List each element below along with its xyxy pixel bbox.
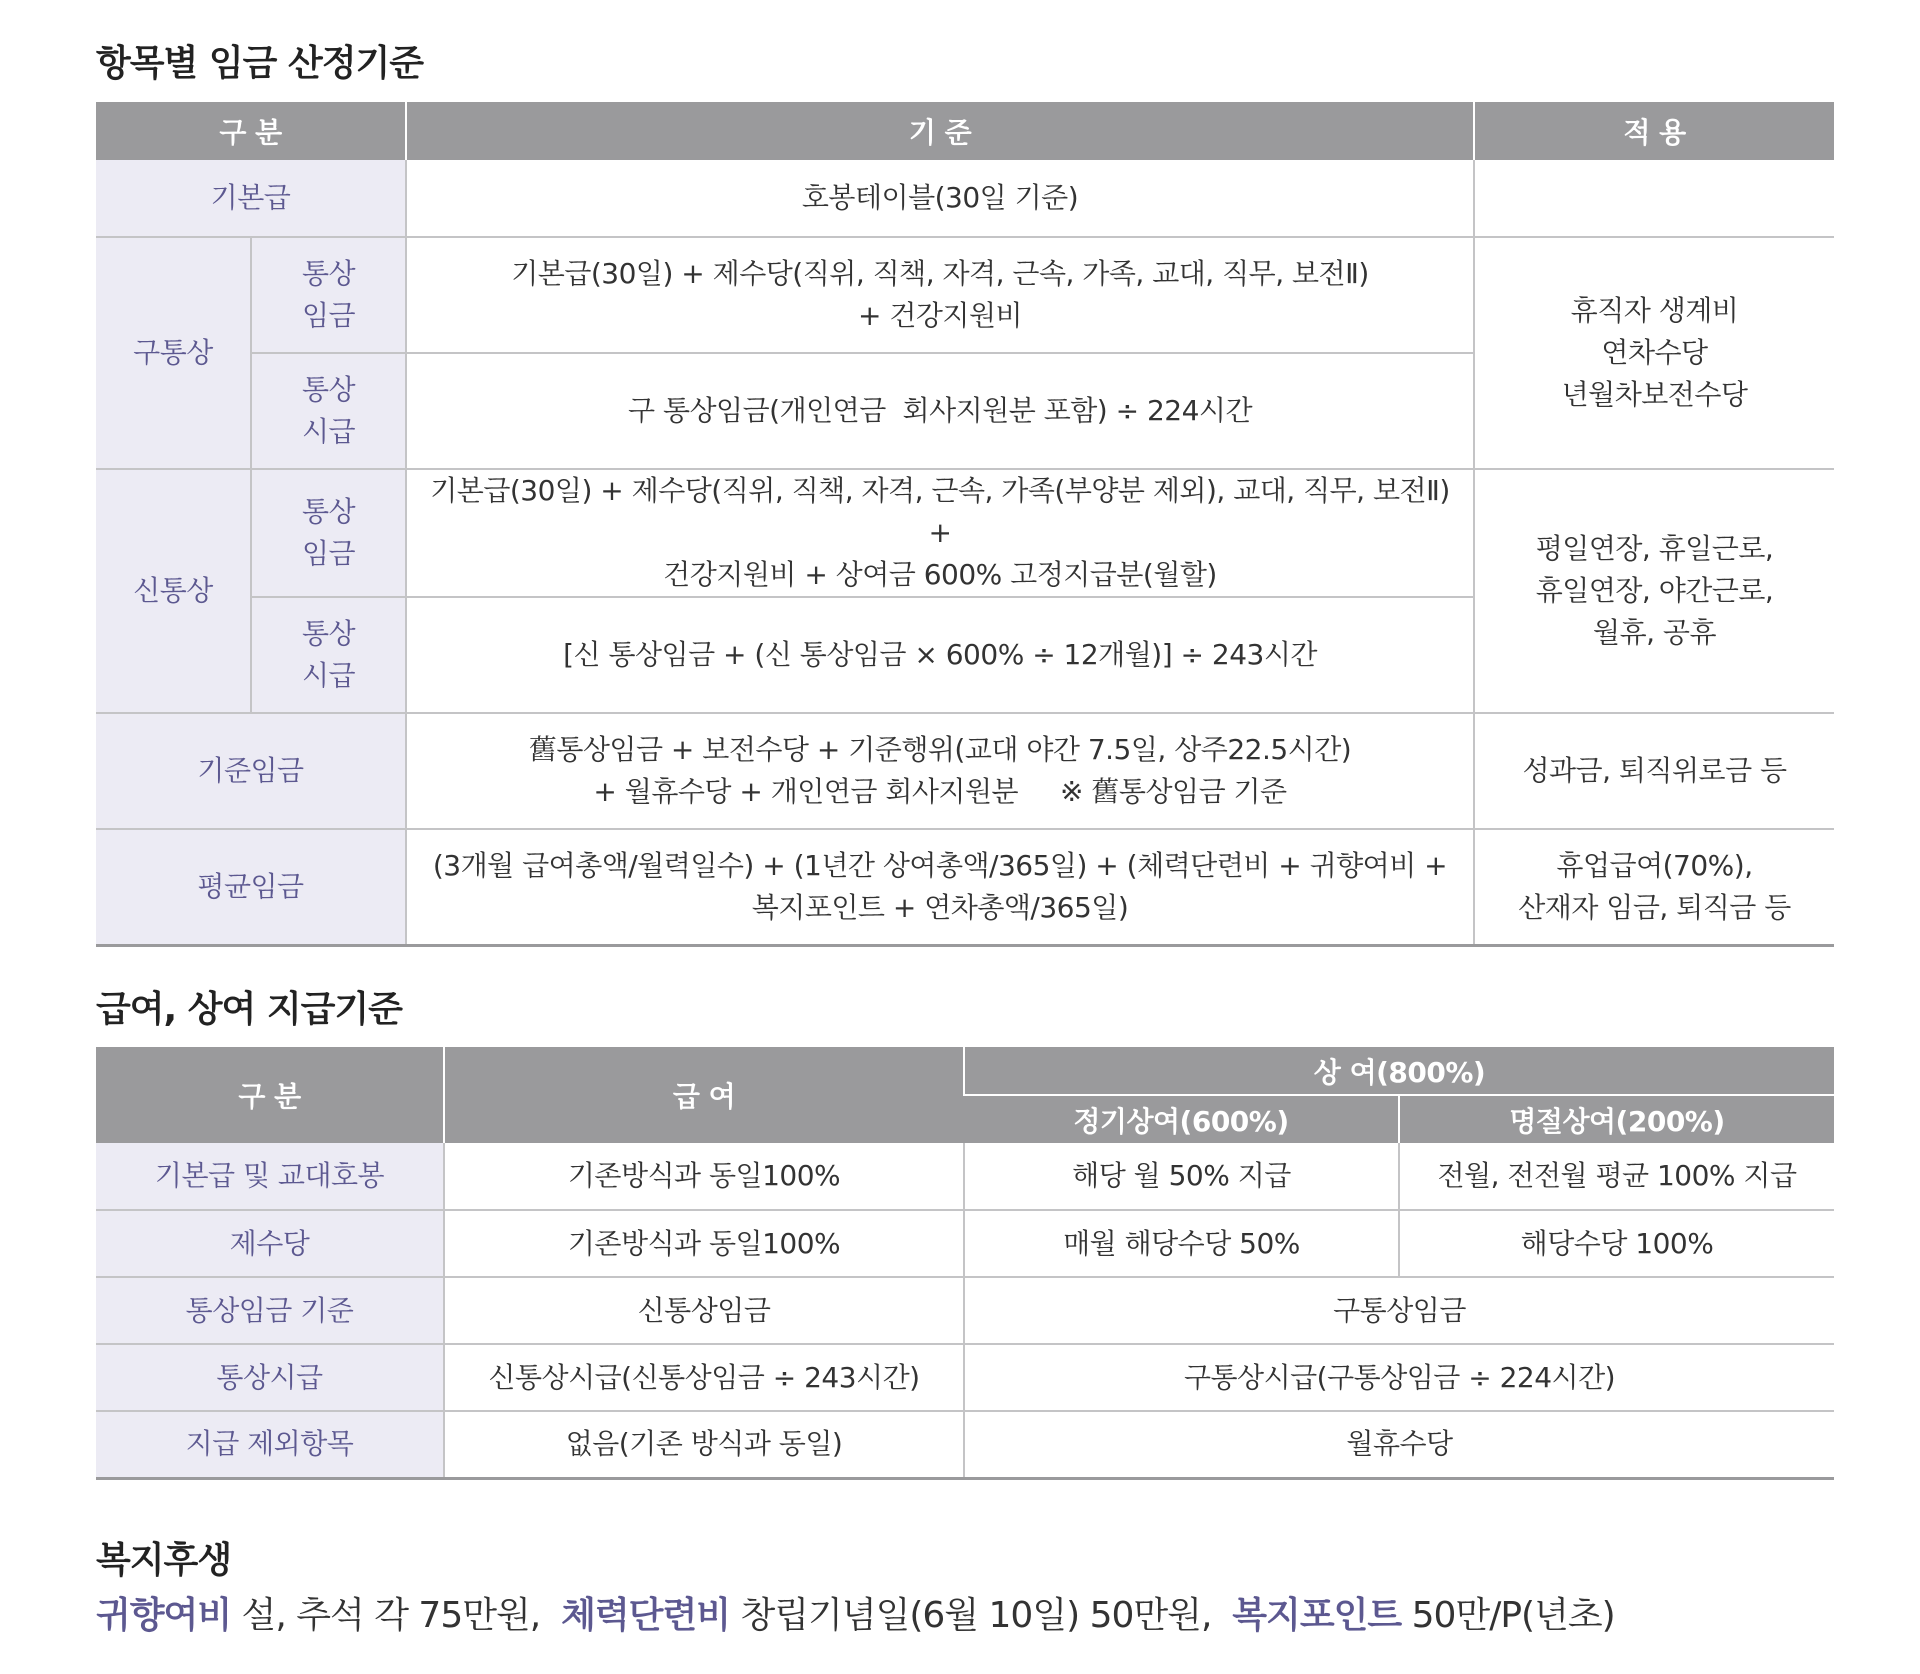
average-apply: 휴업급여(70%), 산재자 임금, 퇴직금 등 xyxy=(1474,829,1834,945)
table-row xyxy=(96,1277,1834,1344)
old-apply: 휴직자 생계비 연차수당 년월차보전수당 xyxy=(1474,237,1834,469)
new-wage-sublabel: 통상 임금 xyxy=(251,469,406,597)
row-label: 제수당 xyxy=(96,1210,444,1277)
old-wage-sublabel: 통상 임금 xyxy=(251,237,406,353)
header-apply: 적 용 xyxy=(1474,102,1834,160)
new-hourly-sublabel: 통상 시급 xyxy=(251,597,406,713)
welfare-item-text: 50만/P(년초) xyxy=(1401,1595,1615,1636)
row-label-old: 구통상 xyxy=(96,237,251,469)
wage-criteria-table xyxy=(96,102,1834,947)
old-hourly-criteria: 구 통상임금(개인연금 회사지원분 포함) ÷ 224시간 xyxy=(406,353,1474,469)
welfare-item-label: 귀향여비 xyxy=(96,1595,232,1636)
table-row xyxy=(96,1143,1834,1210)
row-label-average: 평균임금 xyxy=(96,829,406,945)
row-label: 지급 제외항목 xyxy=(96,1411,444,1478)
bonus-cell: 구통상임금 xyxy=(964,1277,1834,1344)
welfare-item-label: 체력단련비 xyxy=(561,1595,731,1636)
header-category: 구 분 xyxy=(96,1047,444,1143)
bonus-cell: 월휴수당 xyxy=(964,1411,1834,1478)
average-criteria: (3개월 급여총액/월력일수) + (1년간 상여총액/365일) + (체력단련비 + 귀향여비 + 복지포인트 + 연차총액/365일) xyxy=(406,829,1474,945)
new-wage-criteria: 기본급(30일) + 제수당(직위, 직책, 자격, 근속, 가족(부양분 제외), 교대, 직무, 보전Ⅱ) + 건강지원비 + 상여금 600% 고정지급분(월할) xyxy=(406,469,1474,597)
new-apply: 평일연장, 휴일근로, 휴일연장, 야간근로, 월휴, 공휴 xyxy=(1474,469,1834,713)
row-label: 기본급 및 교대호봉 xyxy=(96,1143,444,1210)
header-salary: 급 여 xyxy=(444,1047,964,1143)
holiday-bonus-cell: 전월, 전전월 평균 100% 지급 xyxy=(1399,1143,1834,1210)
row-label-standard: 기준임금 xyxy=(96,713,406,829)
regular-bonus-cell: 매월 해당수당 50% xyxy=(964,1210,1399,1277)
header-category: 구 분 xyxy=(96,102,406,160)
row-label: 통상임금 기준 xyxy=(96,1277,444,1344)
bonus-cell: 구통상시급(구통상임금 ÷ 224시간) xyxy=(964,1344,1834,1411)
wage-section-title: 항목별 임금 산정기준 xyxy=(96,43,424,84)
old-hourly-sublabel: 통상 시급 xyxy=(251,353,406,469)
regular-bonus-cell: 해당 월 50% 지급 xyxy=(964,1143,1399,1210)
table-row xyxy=(96,1411,1834,1478)
table-row xyxy=(96,829,1834,945)
table-row xyxy=(96,1210,1834,1277)
welfare-item-text: 설, 추석 각 75만원, xyxy=(231,1595,562,1636)
header-bonus: 상 여(800%) xyxy=(964,1047,1834,1095)
table-header-row xyxy=(96,1047,1834,1095)
table-row xyxy=(96,237,1834,353)
basic-criteria: 호봉테이블(30일 기준) xyxy=(406,160,1474,237)
row-label: 통상시급 xyxy=(96,1344,444,1411)
salary-cell: 기존방식과 동일100% xyxy=(444,1143,964,1210)
table-header-row xyxy=(96,102,1834,160)
welfare-title: 복지후생 xyxy=(96,1540,232,1581)
salary-cell: 신통상시급(신통상임금 ÷ 243시간) xyxy=(444,1344,964,1411)
row-label-new: 신통상 xyxy=(96,469,251,713)
header-criteria: 기 준 xyxy=(406,102,1474,160)
salary-cell: 신통상임금 xyxy=(444,1277,964,1344)
welfare-item-label: 복지포인트 xyxy=(1232,1595,1402,1636)
pay-section-title: 급여, 상여 지급기준 xyxy=(96,989,402,1030)
new-hourly-criteria: [신 통상임금 + (신 통상임금 × 600% ÷ 12개월)] ÷ 243시간 xyxy=(406,597,1474,713)
standard-criteria: 舊통상임금 + 보전수당 + 기준행위(교대 야간 7.5일, 상주22.5시간) + 월휴수당 + 개인연금 회사지원분 ※ 舊통상임금 기준 xyxy=(406,713,1474,829)
welfare-item-text: 창립기념일(6월 10일) 50만원, xyxy=(730,1595,1233,1636)
old-wage-criteria: 기본급(30일) + 제수당(직위, 직책, 자격, 근속, 가족, 교대, 직무, 보전Ⅱ) + 건강지원비 xyxy=(406,237,1474,353)
holiday-bonus-cell: 해당수당 100% xyxy=(1399,1210,1834,1277)
header-regular-bonus: 정기상여(600%) xyxy=(964,1095,1399,1143)
salary-cell: 기존방식과 동일100% xyxy=(444,1210,964,1277)
table-row xyxy=(96,1344,1834,1411)
welfare-details xyxy=(96,1595,1615,1636)
basic-apply xyxy=(1474,160,1834,237)
table-row xyxy=(96,469,1834,597)
row-label-basic: 기본급 xyxy=(96,160,406,237)
salary-cell: 없음(기존 방식과 동일) xyxy=(444,1411,964,1478)
table-row xyxy=(96,160,1834,237)
standard-apply: 성과금, 퇴직위로금 등 xyxy=(1474,713,1834,829)
header-holiday-bonus: 명절상여(200%) xyxy=(1399,1095,1834,1143)
table-row xyxy=(96,713,1834,829)
pay-criteria-table xyxy=(96,1047,1834,1480)
